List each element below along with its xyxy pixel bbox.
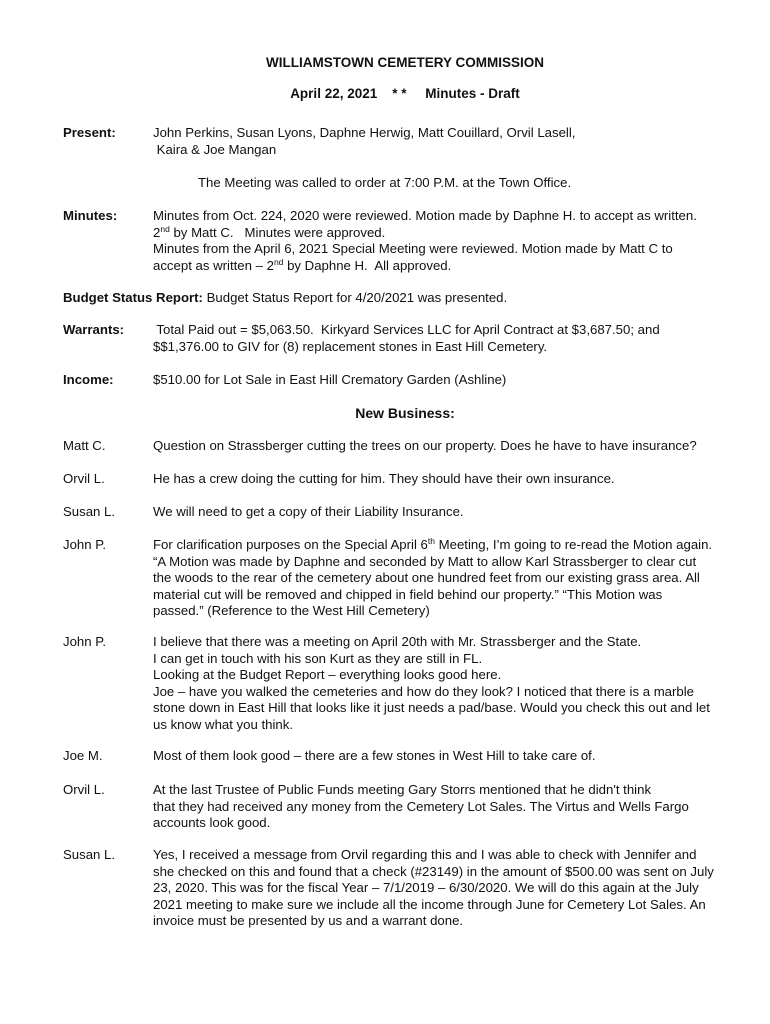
entry-line: invoice must be presented by us and a warrant done.	[153, 913, 464, 928]
entry-text	[153, 471, 753, 488]
budget-section	[63, 290, 753, 307]
entry-line: Joe – have you walked the cemeteries and how do they look? I noticed that there is a marble	[153, 683, 695, 699]
entry-text	[153, 537, 753, 620]
text-fragment: by Daphne H. All approved.	[283, 257, 452, 273]
document-subtitle	[0, 86, 770, 103]
speaker-name: Matt C.	[63, 438, 106, 453]
speaker-name: John P.	[63, 634, 107, 649]
entry-line: the woods to the rear of the cemetery about one hundred feet from our existing grass area. All	[153, 570, 700, 585]
entry-line: stone down in East Hill that looks like it just needs a pad/base. Would you check this out and let	[153, 700, 710, 715]
entry-line: Question on Strassberger cutting the trees on our property. Does he have to have insurance?	[153, 438, 697, 453]
minutes-label: Minutes:	[63, 208, 118, 223]
entry-line: material cut will be removed and chipped in field behind our property.” “This Motion was	[153, 586, 663, 602]
separator-stars: * *	[392, 86, 407, 101]
new-business-heading: New Business:	[355, 405, 455, 421]
text-fragment: accept as written – 2	[153, 257, 274, 273]
present-line: Kaira & Joe Mangan	[153, 141, 277, 157]
present-label: Present:	[63, 125, 116, 140]
entry-line: 23, 2020. This was for the fiscal Year – 7/1/2019 – 6/30/2020. We will do this again at the July	[153, 880, 699, 895]
entry-line: accounts look good.	[153, 815, 271, 830]
entry-line: passed.” (Reference to the West Hill Cemetery)	[153, 603, 430, 618]
minutes-line: Minutes from Oct. 224, 2020 were reviewed. Motion made by Daphne H. to accept as written.	[153, 208, 697, 223]
warrants-line: $$1,376.00 to GIV for (8) replacement stones in East Hill Cemetery.	[153, 338, 548, 354]
entry-line: Yes, I received a message from Orvil regarding this and I was able to check with Jennifer and	[153, 847, 697, 862]
document-title: WILLIAMSTOWN CEMETERY COMMISSION	[266, 55, 544, 70]
minutes-line: Minutes from the April 6, 2021 Special Meeting were reviewed. Motion made by Matt C to	[153, 241, 673, 256]
entry-line: I believe that there was a meeting on April 20th with Mr. Strassberger and the State.	[153, 634, 642, 649]
warrants-line: Total Paid out = $5,063.50. Kirkyard Services LLC for April Contract at $3,687.50; and	[153, 322, 660, 337]
minutes-line	[153, 258, 753, 275]
entry-line: At the last Trustee of Public Funds meeting Gary Storrs mentioned that he didn't think	[153, 782, 652, 797]
budget-label: Budget Status Report:	[63, 290, 203, 305]
income-text: $510.00 for Lot Sale in East Hill Crematory Garden (Ashline)	[153, 372, 507, 387]
warrants-text	[153, 322, 753, 355]
meeting-date: April 22, 2021	[290, 86, 378, 101]
entry-line: “A Motion was made by Daphne and seconded by Matt to allow Karl Strassberger to clear cut	[153, 553, 697, 569]
present-text	[153, 125, 753, 158]
entry-line: Looking at the Budget Report – everything looks good here.	[153, 667, 502, 682]
document-status: Minutes - Draft	[425, 86, 520, 101]
minutes-line	[153, 225, 753, 242]
warrants-label: Warrants:	[63, 322, 125, 337]
entry-line: He has a crew doing the cutting for him. They should have their own insurance.	[153, 471, 615, 486]
speaker-name: Susan L.	[63, 847, 116, 862]
text-fragment: 2	[153, 224, 161, 240]
budget-text: Budget Status Report for 4/20/2021 was presented.	[202, 290, 508, 305]
superscript: nd	[160, 223, 170, 234]
minutes-text	[153, 208, 753, 274]
speaker-name: Orvil L.	[63, 782, 105, 797]
entry-line: I can get in touch with his son Kurt as they are still in FL.	[153, 650, 483, 666]
present-line: John Perkins, Susan Lyons, Daphne Herwig, Matt Couillard, Orvil Lasell,	[153, 125, 576, 140]
income-label: Income:	[63, 372, 114, 387]
text-fragment: Meeting, I’m going to re-read the Motion again.	[434, 537, 713, 552]
superscript: th	[427, 536, 435, 546]
entry-text	[153, 847, 753, 930]
speaker-name: John P.	[63, 537, 107, 552]
entry-line	[153, 537, 753, 554]
speaker-name: Joe M.	[63, 748, 103, 763]
entry-line: 2021 meeting to make sure we include all the income through June for Cemetery Lot Sales. An	[153, 896, 706, 912]
call-to-order: The Meeting was called to order at 7:00 P.M. at the Town Office.	[198, 175, 572, 190]
entry-text	[153, 782, 753, 832]
entry-line: Most of them look good – there are a few stones in West Hill to take care of.	[153, 748, 596, 763]
speaker-name: Orvil L.	[63, 471, 105, 486]
entry-line: We will need to get a copy of their Liability Insurance.	[153, 504, 464, 519]
text-fragment: For clarification purposes on the Special April 6	[153, 537, 428, 552]
entry-line: she checked on this and found that a check (#23149) in the amount of $500.00 was sent on July	[153, 863, 714, 879]
speaker-name: Susan L.	[63, 504, 116, 519]
superscript: nd	[273, 256, 284, 267]
entry-text	[153, 438, 753, 455]
entry-line: us know what you think.	[153, 716, 294, 732]
entry-text	[153, 748, 753, 765]
entry-text	[153, 634, 753, 733]
text-fragment: by Matt C. Minutes were approved.	[169, 224, 386, 240]
entry-line: that they had received any money from the Cemetery Lot Sales. The Virtus and Wells Fargo	[153, 798, 689, 814]
entry-text	[153, 504, 753, 521]
